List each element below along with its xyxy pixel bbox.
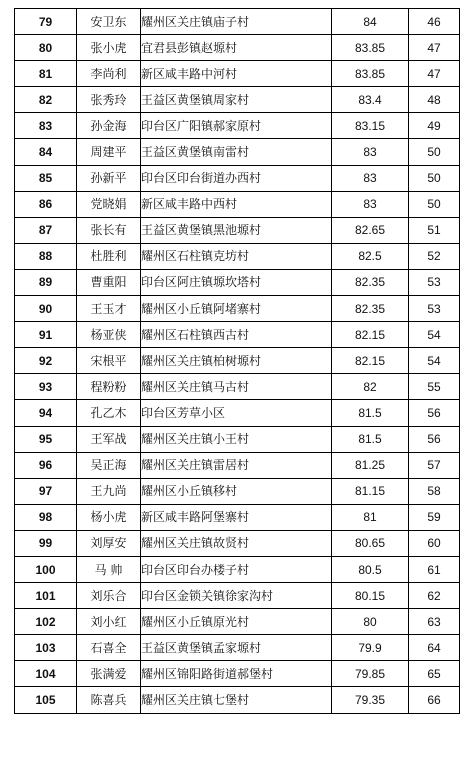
- score-cell: 82.35: [332, 296, 409, 322]
- person-name: 张小虎: [77, 35, 141, 61]
- address-cell: 印台区印台街道办西村: [141, 165, 332, 191]
- table-row: [15, 504, 460, 530]
- table-row: [15, 687, 460, 713]
- address-cell: 印台区阿庄镇塬坎塔村: [141, 269, 332, 295]
- address-cell: 印台区印台办楼子村: [141, 556, 332, 582]
- table-row: [15, 87, 460, 113]
- row-number: 88: [15, 243, 77, 269]
- table-row: [15, 426, 460, 452]
- table-row: [15, 556, 460, 582]
- row-number: 84: [15, 139, 77, 165]
- person-name: 王九尚: [77, 478, 141, 504]
- row-number: 85: [15, 165, 77, 191]
- table-row: [15, 609, 460, 635]
- address-cell: 新区咸丰路中河村: [141, 61, 332, 87]
- table-row: [15, 635, 460, 661]
- score-cell: 83.85: [332, 35, 409, 61]
- person-name: 吴正海: [77, 452, 141, 478]
- address-cell: 耀州区小丘镇阿堵寨村: [141, 296, 332, 322]
- rank-cell: 55: [409, 374, 460, 400]
- rank-cell: 65: [409, 661, 460, 687]
- row-number: 92: [15, 348, 77, 374]
- row-number: 103: [15, 635, 77, 661]
- table-row: [15, 661, 460, 687]
- table-row: [15, 191, 460, 217]
- rank-cell: 53: [409, 296, 460, 322]
- score-cell: 83: [332, 165, 409, 191]
- person-name: 刘小红: [77, 609, 141, 635]
- score-cell: 81.15: [332, 478, 409, 504]
- address-cell: 耀州区关庄镇柏树塬村: [141, 348, 332, 374]
- row-number: 86: [15, 191, 77, 217]
- address-cell: 印台区芳草小区: [141, 400, 332, 426]
- rank-cell: 49: [409, 113, 460, 139]
- table-row: [15, 322, 460, 348]
- table-row: [15, 113, 460, 139]
- score-cell: 81.25: [332, 452, 409, 478]
- person-name: 程粉粉: [77, 374, 141, 400]
- row-number: 82: [15, 87, 77, 113]
- person-name: 周建平: [77, 139, 141, 165]
- rank-cell: 50: [409, 139, 460, 165]
- person-name: 张秀玲: [77, 87, 141, 113]
- rank-cell: 59: [409, 504, 460, 530]
- results-table: [14, 8, 460, 714]
- address-cell: 耀州区关庄镇马古村: [141, 374, 332, 400]
- person-name: 陈喜兵: [77, 687, 141, 713]
- table-row: [15, 478, 460, 504]
- address-cell: 印台区广阳镇郝家原村: [141, 113, 332, 139]
- address-cell: 王益区黄堡镇黑池塬村: [141, 217, 332, 243]
- row-number: 90: [15, 296, 77, 322]
- table-row: [15, 583, 460, 609]
- row-number: 99: [15, 530, 77, 556]
- address-cell: 耀州区小丘镇移村: [141, 478, 332, 504]
- score-cell: 80.5: [332, 556, 409, 582]
- rank-cell: 60: [409, 530, 460, 556]
- person-name: 王玉才: [77, 296, 141, 322]
- rank-cell: 58: [409, 478, 460, 504]
- row-number: 100: [15, 556, 77, 582]
- score-cell: 80.65: [332, 530, 409, 556]
- score-cell: 82.15: [332, 322, 409, 348]
- person-name: 马 帅: [77, 556, 141, 582]
- results-table-body: [15, 9, 460, 714]
- row-number: 79: [15, 9, 77, 35]
- person-name: 宋根平: [77, 348, 141, 374]
- rank-cell: 56: [409, 426, 460, 452]
- row-number: 81: [15, 61, 77, 87]
- score-cell: 81.5: [332, 426, 409, 452]
- row-number: 102: [15, 609, 77, 635]
- score-cell: 83.4: [332, 87, 409, 113]
- row-number: 97: [15, 478, 77, 504]
- rank-cell: 50: [409, 165, 460, 191]
- person-name: 刘厚安: [77, 530, 141, 556]
- address-cell: 新区咸丰路中西村: [141, 191, 332, 217]
- rank-cell: 56: [409, 400, 460, 426]
- row-number: 89: [15, 269, 77, 295]
- table-row: [15, 139, 460, 165]
- person-name: 安卫东: [77, 9, 141, 35]
- table-row: [15, 9, 460, 35]
- row-number: 93: [15, 374, 77, 400]
- address-cell: 耀州区锦阳路街道郝堡村: [141, 661, 332, 687]
- rank-cell: 62: [409, 583, 460, 609]
- rank-cell: 64: [409, 635, 460, 661]
- row-number: 83: [15, 113, 77, 139]
- row-number: 98: [15, 504, 77, 530]
- person-name: 张满爱: [77, 661, 141, 687]
- score-cell: 81: [332, 504, 409, 530]
- table-row: [15, 35, 460, 61]
- person-name: 石喜全: [77, 635, 141, 661]
- table-row: [15, 400, 460, 426]
- table-row: [15, 530, 460, 556]
- score-cell: 80: [332, 609, 409, 635]
- rank-cell: 63: [409, 609, 460, 635]
- score-cell: 83.85: [332, 61, 409, 87]
- rank-cell: 48: [409, 87, 460, 113]
- address-cell: 耀州区石柱镇克坊村: [141, 243, 332, 269]
- person-name: 孔乙木: [77, 400, 141, 426]
- table-row: [15, 217, 460, 243]
- person-name: 曹重阳: [77, 269, 141, 295]
- address-cell: 王益区黄堡镇孟家塬村: [141, 635, 332, 661]
- rank-cell: 47: [409, 35, 460, 61]
- address-cell: 耀州区石柱镇西古村: [141, 322, 332, 348]
- score-cell: 82.65: [332, 217, 409, 243]
- person-name: 孙金海: [77, 113, 141, 139]
- score-cell: 82.35: [332, 269, 409, 295]
- rank-cell: 51: [409, 217, 460, 243]
- rank-cell: 57: [409, 452, 460, 478]
- row-number: 104: [15, 661, 77, 687]
- score-cell: 80.15: [332, 583, 409, 609]
- table-row: [15, 165, 460, 191]
- rank-cell: 66: [409, 687, 460, 713]
- table-row: [15, 269, 460, 295]
- address-cell: 王益区黄堡镇周家村: [141, 87, 332, 113]
- row-number: 94: [15, 400, 77, 426]
- address-cell: 王益区黄堡镇南雷村: [141, 139, 332, 165]
- address-cell: 耀州区小丘镇原光村: [141, 609, 332, 635]
- address-cell: 耀州区关庄镇七堡村: [141, 687, 332, 713]
- row-number: 95: [15, 426, 77, 452]
- rank-cell: 61: [409, 556, 460, 582]
- person-name: 张长有: [77, 217, 141, 243]
- person-name: 杨亚侠: [77, 322, 141, 348]
- table-row: [15, 374, 460, 400]
- address-cell: 耀州区关庄镇庙子村: [141, 9, 332, 35]
- person-name: 王军战: [77, 426, 141, 452]
- person-name: 刘乐合: [77, 583, 141, 609]
- person-name: 孙新平: [77, 165, 141, 191]
- row-number: 87: [15, 217, 77, 243]
- person-name: 杨小虎: [77, 504, 141, 530]
- score-cell: 82: [332, 374, 409, 400]
- rank-cell: 53: [409, 269, 460, 295]
- table-row: [15, 296, 460, 322]
- results-table-sheet: [14, 8, 459, 743]
- row-number: 80: [15, 35, 77, 61]
- table-row: [15, 61, 460, 87]
- row-number: 91: [15, 322, 77, 348]
- row-number: 105: [15, 687, 77, 713]
- address-cell: 印台区金锁关镇徐家沟村: [141, 583, 332, 609]
- score-cell: 83: [332, 191, 409, 217]
- score-cell: 79.35: [332, 687, 409, 713]
- score-cell: 82.5: [332, 243, 409, 269]
- person-name: 杜胜利: [77, 243, 141, 269]
- score-cell: 81.5: [332, 400, 409, 426]
- address-cell: 耀州区关庄镇故贤村: [141, 530, 332, 556]
- score-cell: 79.85: [332, 661, 409, 687]
- score-cell: 84: [332, 9, 409, 35]
- score-cell: 82.15: [332, 348, 409, 374]
- rank-cell: 52: [409, 243, 460, 269]
- score-cell: 79.9: [332, 635, 409, 661]
- rank-cell: 46: [409, 9, 460, 35]
- table-row: [15, 243, 460, 269]
- rank-cell: 50: [409, 191, 460, 217]
- address-cell: 新区咸丰路阿堡寨村: [141, 504, 332, 530]
- row-number: 101: [15, 583, 77, 609]
- table-row: [15, 348, 460, 374]
- table-row: [15, 452, 460, 478]
- score-cell: 83: [332, 139, 409, 165]
- address-cell: 耀州区关庄镇小王村: [141, 426, 332, 452]
- row-number: 96: [15, 452, 77, 478]
- rank-cell: 54: [409, 348, 460, 374]
- score-cell: 83.15: [332, 113, 409, 139]
- rank-cell: 47: [409, 61, 460, 87]
- address-cell: 耀州区关庄镇雷居村: [141, 452, 332, 478]
- person-name: 李尚利: [77, 61, 141, 87]
- rank-cell: 54: [409, 322, 460, 348]
- address-cell: 宜君县彭镇赵塬村: [141, 35, 332, 61]
- person-name: 党晓娟: [77, 191, 141, 217]
